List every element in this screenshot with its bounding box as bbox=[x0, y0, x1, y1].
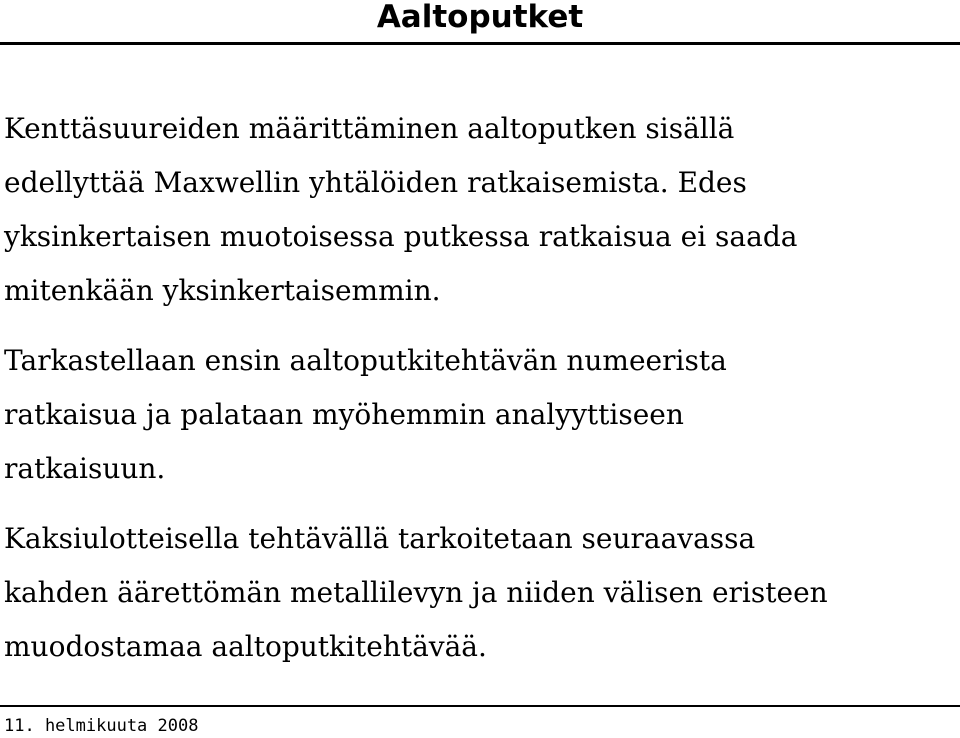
paragraph-numerical bbox=[4, 334, 956, 496]
paragraph-intro bbox=[4, 102, 956, 318]
paragraph-line: kahden äärettömän metallilevyn ja niiden välisen eristeen bbox=[4, 576, 828, 609]
slide-body bbox=[4, 102, 956, 690]
paragraph-line: mitenkään yksinkertaisemmin. bbox=[4, 274, 441, 307]
paragraph-line: muodostamaa aaltoputkitehtävää. bbox=[4, 630, 487, 663]
footer-date: 11. helmikuuta 2008 bbox=[4, 716, 199, 736]
slide-title: Aaltoputket bbox=[376, 0, 584, 35]
paragraph-line: yksinkertaisen muotoisessa putkessa ratkaisua ei saada bbox=[4, 220, 798, 253]
paragraph-line: ratkaisuun. bbox=[4, 452, 166, 485]
paragraph-line: Tarkastellaan ensin aaltoputkitehtävän numeerista bbox=[4, 344, 727, 377]
paragraph-two-dimensional bbox=[4, 512, 956, 674]
paragraph-line: edellyttää Maxwellin yhtälöiden ratkaisemista. Edes bbox=[4, 166, 747, 199]
footer-divider bbox=[0, 705, 960, 707]
paragraph-line: Kaksiulotteisella tehtävällä tarkoitetaan seuraavassa bbox=[4, 522, 756, 555]
paragraph-line: Kenttäsuureiden määrittäminen aaltoputken sisällä bbox=[4, 112, 735, 145]
title-divider bbox=[0, 42, 960, 45]
paragraph-line: ratkaisua ja palataan myöhemmin analyyttiseen bbox=[4, 398, 684, 431]
